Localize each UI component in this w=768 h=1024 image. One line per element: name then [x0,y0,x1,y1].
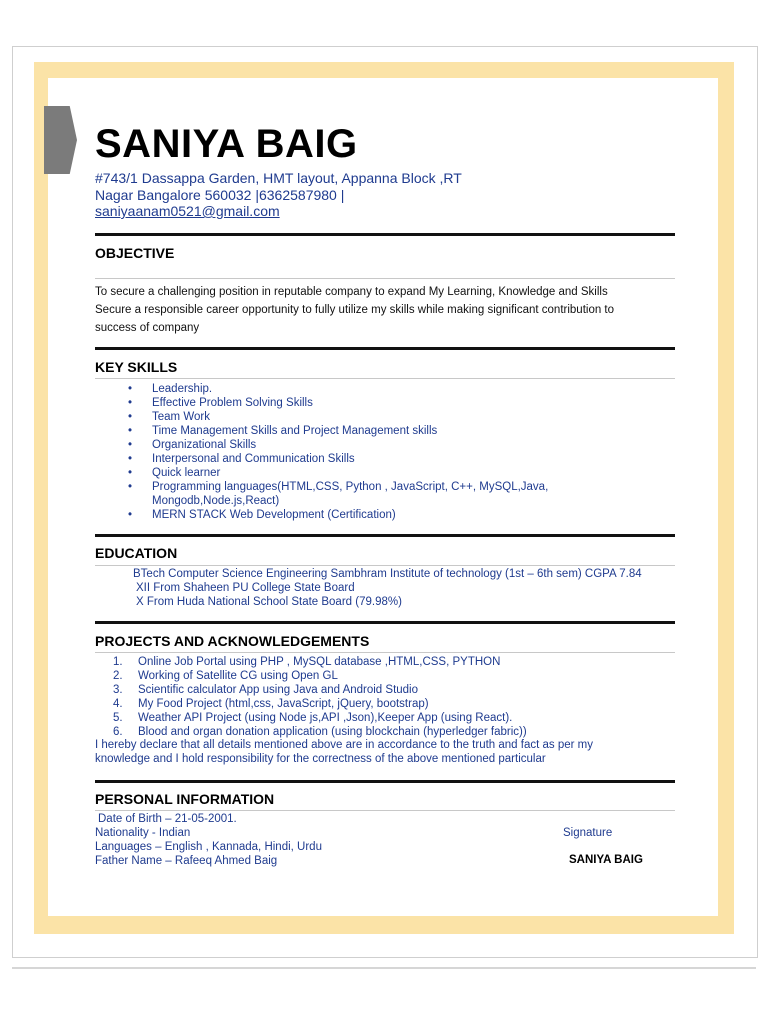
objective-text [95,283,675,337]
declaration-text [95,738,655,766]
section-title-personal: PERSONAL INFORMATION [95,791,275,807]
project-number: 4. [113,698,123,710]
skill-item: • Effective Problem Solving Skills [128,396,548,410]
project-text: Online Job Portal using PHP , MySQL database ,HTML,CSS, PYTHON [138,656,501,668]
project-number: 6. [113,726,123,738]
education-divider [95,565,675,566]
date-of-birth: Date of Birth – 21-05-2001. [98,813,237,825]
contact-line-2: Nagar Bangalore 560032 |6362587980 | [95,187,345,203]
section-rule-skills [95,347,675,350]
section-title-skills: KEY SKILLS [95,359,178,375]
declaration-line-1: I hereby declare that all details mentioned above are in accordance to the truth and fact as per my [95,739,593,751]
declaration-line-2: knowledge and I hold responsibility for the correctness of the above mentioned particular [95,753,546,765]
projects-divider [95,652,675,653]
section-rule-objective [95,233,675,236]
objective-line-3: success of company [95,322,200,334]
skills-divider [95,378,675,379]
project-number: 1. [113,656,123,668]
project-text: Weather API Project (using Node js,API ,Json),Keeper App (using React). [138,712,513,724]
project-item [113,669,527,683]
skill-item: • Time Management Skills and Project Management skills [128,424,548,438]
skill-item-text: Programming languages(HTML,CSS, Python , JavaScript, C++, MySQL,Java, [152,481,549,493]
nationality: Nationality - Indian [95,827,191,839]
email-link[interactable]: saniyaanam0521@gmail.com [95,203,280,219]
project-item [113,655,527,669]
section-title-objective: OBJECTIVE [95,245,175,261]
skill-item-continuation: Mongodb,Node.js,React) [152,495,280,507]
contact-line-1: #743/1 Dassappa Garden, HMT layout, Appanna Block ,RT [95,170,462,186]
section-title-projects: PROJECTS AND ACKNOWLEDGEMENTS [95,633,370,649]
objective-line-2: Secure a responsible career opportunity to fully utilize my skills while making significant contribution to [95,304,615,316]
languages: Languages – English , Kannada, Hindi, Urdu [95,841,322,853]
section-title-education: EDUCATION [95,545,178,561]
contact-address [95,170,515,204]
skill-item: • Leadership. [128,382,548,396]
section-rule-education [95,534,675,537]
page-bottom-divider [12,967,756,969]
project-text: My Food Project (html,css, JavaScript, jQuery, bootstrap) [138,698,429,710]
project-text: Working of Satellite CG using Open GL [138,670,338,682]
project-number: 3. [113,684,123,696]
project-item [113,711,527,725]
signature-label: Signature [563,827,613,839]
project-item [113,725,527,739]
project-number: 5. [113,712,123,724]
project-number: 2. [113,670,123,682]
section-rule-projects [95,621,675,624]
candidate-name: SANIYA BAIG [95,122,358,166]
project-text: Scientific calculator App using Java and Android Studio [138,684,419,696]
skill-item: • Interpersonal and Communication Skills [128,452,548,466]
skill-item: • Quick learner [128,466,548,480]
projects-list [113,655,527,739]
section-rule-personal [95,780,675,783]
project-item [113,683,527,697]
objective-line-1: To secure a challenging position in reputable company to expand My Learning, Knowledge and Skills [95,286,608,298]
signature-name: SANIYA BAIG [569,854,643,866]
education-btech: BTech Computer Science Engineering Sambhram Institute of technology (1st – 6th sem) CGPA 7.84 [133,568,642,580]
skill-item: • MERN STACK Web Development (Certification) [128,508,548,522]
project-item [113,697,527,711]
skill-item: • Organizational Skills [128,438,548,452]
objective-divider [95,278,675,279]
skills-list [128,382,548,522]
project-text: Blood and organ donation application (using blockchain (hyperledger fabric)) [138,726,527,738]
father-name: Father Name – Rafeeq Ahmed Baig [95,855,278,867]
skill-item: • Team Work [128,410,548,424]
education-x: X From Huda National School State Board (79.98%) [136,596,402,608]
skill-item [128,480,548,508]
personal-divider [95,810,675,811]
education-xii: XII From Shaheen PU College State Board [136,582,355,594]
